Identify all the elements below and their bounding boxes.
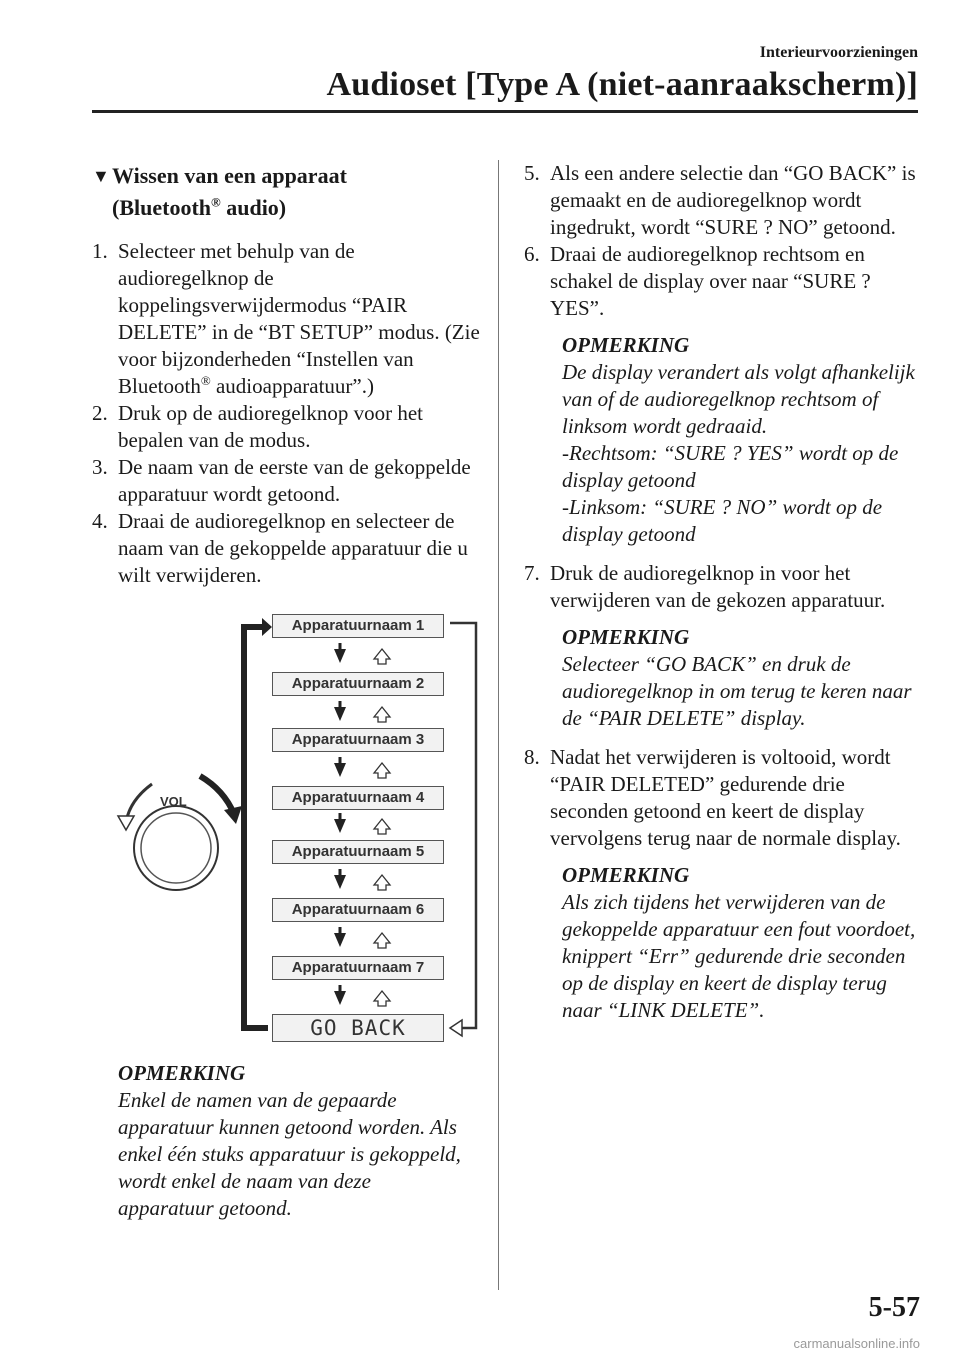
note-body: Selecteer “GO BACK” en druk de audioregelknop in om terug te keren naar de “PAIR DELETE” display. <box>562 652 912 730</box>
step-5: 5. Als een andere selectie dan “GO BACK” is gemaakt en de audioregelknop wordt ingedrukt, wordt “SURE ? NO” getoond. <box>524 161 916 239</box>
steps-list-right-b <box>524 560 924 614</box>
arrow-up-outline-icon <box>374 819 390 834</box>
heading-line-2: (Bluetooth® audio) <box>112 194 287 220</box>
arrow-up-outline-icon <box>374 707 390 722</box>
loop-bracket-left <box>244 627 268 1028</box>
left-column <box>92 160 482 589</box>
section-label: Interieurvoorzieningen <box>759 44 918 61</box>
note-heading: OPMERKING <box>562 333 690 357</box>
go-back-display: GO BACK <box>272 1014 444 1042</box>
watermark: carmanualsonline.info <box>793 1336 920 1351</box>
device-name-box: Apparatuurnaam 5 <box>272 840 444 864</box>
note-line: -Linksom: “SURE ? NO” wordt op de display getoond <box>562 495 883 546</box>
note-body: Als zich tijdens het verwijderen van de gekoppelde apparatuur een fout voordoet, knippert “Err” gedurende drie seconden op de display en keert de display terug naar “LINK DELETE”. <box>562 890 916 1022</box>
note-heading: OPMERKING <box>118 1061 246 1085</box>
device-selection-diagram <box>100 608 490 1048</box>
direction-arrows <box>334 643 390 1006</box>
note-1 <box>524 332 924 548</box>
note-line: -Rechtsom: “SURE ? YES” wordt op de display getoond <box>562 441 899 492</box>
note-heading: OPMERKING <box>562 625 690 649</box>
loop-arrow-right-icon <box>262 618 272 636</box>
right-column <box>524 160 924 1036</box>
page-number: 5-57 <box>868 1292 920 1323</box>
arrow-down-icon <box>334 649 346 663</box>
rotate-right-arrow-icon <box>200 776 234 814</box>
arrow-up-outline-icon <box>374 991 390 1006</box>
header-rule <box>92 110 918 113</box>
arrow-down-icon <box>334 763 346 777</box>
note-heading: OPMERKING <box>562 863 690 887</box>
device-name-box: Apparatuurnaam 2 <box>272 672 444 696</box>
loop-bracket-right <box>450 623 476 1028</box>
triangle-bullet-icon: ▼ <box>92 166 110 186</box>
arrow-down-icon <box>334 933 346 947</box>
loop-arrow-left-icon <box>450 1020 462 1036</box>
arrow-down-icon <box>334 875 346 889</box>
arrow-down-icon <box>334 991 346 1005</box>
page-title: Audioset [Type A (niet-aanraakscherm)] <box>326 66 918 103</box>
note-3 <box>524 862 924 1024</box>
audio-knob-inner <box>141 813 211 883</box>
section-heading <box>92 160 482 224</box>
step-4: 4. Draai de audioregelknop en selecteer de naam van de gekoppelde apparatuur die u wilt verwijderen. <box>92 509 468 587</box>
heading-line-1: Wissen van een apparaat <box>112 163 347 188</box>
step-6: 6. Draai de audioregelknop rechtsom en schakel de display over naar “SURE ? YES”. <box>524 242 871 320</box>
rotate-left-arrowhead <box>118 816 134 830</box>
note-body: Enkel de namen van de gepaarde apparatuur kunnen getoond worden. Als enkel één stuks apparatuur is gekoppeld, wordt enkel de naam van deze apparatuur getoond. <box>118 1088 461 1220</box>
step-7: 7. Druk de audioregelknop in voor het verwijderen van de gekozen apparatuur. <box>524 561 886 612</box>
device-name-box: Apparatuurnaam 6 <box>272 898 444 922</box>
steps-list-right-a <box>524 160 924 322</box>
rotate-right-arrowhead <box>224 806 242 824</box>
steps-list-left <box>92 238 482 589</box>
step-2: 2. Druk op de audioregelknop voor het bepalen van de modus. <box>92 401 424 452</box>
vol-label: VOL <box>160 794 187 809</box>
note-line: De display verandert als volgt afhankelijk van of de audioregelknop rechtsom of linksom wordt gedraaid. <box>562 360 915 438</box>
step-1: 1. Selecteer met behulp van de audioregelknop de koppelingsverwijdermodus “PAIR DELETE” in de “BT SETUP” modus. (Zie voor bijzonderheden “Instellen van Bluetooth® audioapparatuur”.) <box>92 239 480 398</box>
arrow-down-icon <box>334 707 346 721</box>
column-divider <box>498 160 499 1290</box>
steps-list-right-c <box>524 744 924 852</box>
step-8: 8. Nadat het verwijderen is voltooid, wordt “PAIR DELETED” gedurende drie seconden getoond en keert de display vervolgens terug naar de normale display. <box>524 745 901 850</box>
device-name-box: Apparatuurnaam 1 <box>272 614 444 638</box>
arrow-up-outline-icon <box>374 933 390 948</box>
device-name-box: Apparatuurnaam 4 <box>272 786 444 810</box>
arrow-down-icon <box>334 819 346 833</box>
arrow-up-outline-icon <box>374 649 390 664</box>
arrow-up-outline-icon <box>374 763 390 778</box>
note-2 <box>524 624 924 732</box>
device-name-box: Apparatuurnaam 3 <box>272 728 444 752</box>
device-name-box: Apparatuurnaam 7 <box>272 956 444 980</box>
left-note <box>118 1060 468 1222</box>
arrow-up-outline-icon <box>374 875 390 890</box>
step-3: 3. De naam van de eerste van de gekoppelde apparatuur wordt getoond. <box>92 455 471 506</box>
